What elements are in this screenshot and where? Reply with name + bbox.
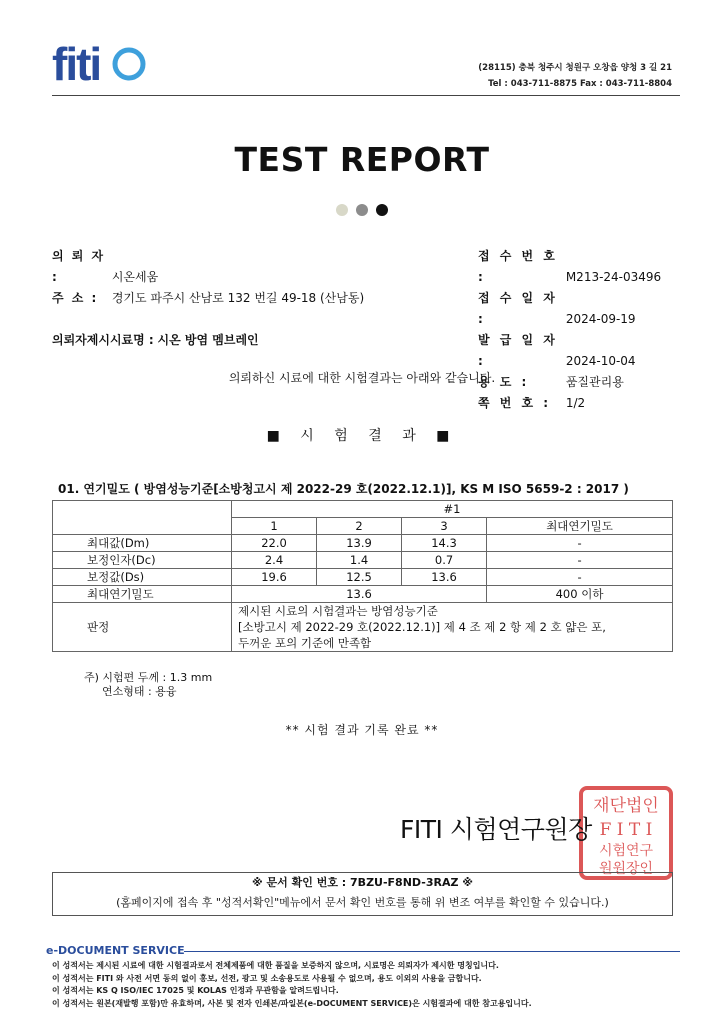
dot-mid xyxy=(356,204,368,216)
table-row xyxy=(53,603,673,652)
report-title: TEST REPORT xyxy=(234,140,490,179)
results-table xyxy=(52,500,673,652)
row-label: 보정인자(Dc) xyxy=(53,552,232,569)
col-header: 2 xyxy=(317,518,402,535)
contact-text: Tel : 043-711-8875 Fax : 043-711-8804 xyxy=(488,79,672,89)
row-label: 최대값(Dm) xyxy=(53,535,232,552)
sample-info xyxy=(52,330,259,351)
disclaimers xyxy=(52,960,532,1010)
judgement-text: 제시된 시료의 시험결과는 방염성능기준 [소방고시 제 2022-29 호(2022.12.1)] 제 4 조 제 2 항 제 2 호 얇은 포, 두꺼운 포의 기준에 만족함 xyxy=(232,603,673,652)
client-name-label: 의 뢰 자 : xyxy=(52,249,106,284)
col-header: 최대연기밀도 xyxy=(487,518,673,535)
title-dots xyxy=(336,204,388,216)
criterion-value: 400 이하 xyxy=(487,586,673,603)
svg-text:원원장인: 원원장인 xyxy=(598,861,654,877)
svg-text:재단법인: 재단법인 xyxy=(593,796,659,816)
issue-date-label: 발 급 일 자 : xyxy=(478,333,558,368)
row-label: 보정값(Ds) xyxy=(53,569,232,586)
sample-id-header: #1 xyxy=(232,501,673,518)
page-number: 1/2 xyxy=(565,396,586,410)
table-cell: - xyxy=(487,569,673,586)
judgement-label: 판정 xyxy=(53,603,232,652)
table-cell: - xyxy=(487,552,673,569)
receipt-date-label: 접 수 일 자 : xyxy=(478,291,558,326)
intro-text: 의뢰하신 시료에 대한 시험결과는 아래와 같습니다. xyxy=(228,371,496,385)
sample-name: 시온 방염 멤브레인 xyxy=(157,333,259,347)
table-cell: 1.4 xyxy=(317,552,402,569)
section-title: ■ 시 험 결 과 ■ xyxy=(266,428,458,444)
verification-instruction: (홈페이지에 접속 후 "성적서확인"메뉴에서 문서 확인 번호를 통해 위 변조 여부를 확인할 수 있습니다.) xyxy=(116,896,609,909)
header-divider xyxy=(52,95,680,96)
table-row xyxy=(53,501,673,518)
disclaimer-line: 이 성적서는 원본(재발행 포함)만 유효하며, 사본 및 전자 인쇄본/파일본(e-DOCUMENT SERVICE)은 시험결과에 대한 참고용입니다. xyxy=(52,998,532,1008)
page-label: 쪽 번 호 : xyxy=(478,396,552,410)
receipt-no-label: 접 수 번 호 : xyxy=(478,249,558,284)
receipt-no: M213-24-03496 xyxy=(565,270,662,284)
table-cell: 13.9 xyxy=(317,535,402,552)
purpose-label: 용 도 : xyxy=(478,375,530,389)
client-name: 시온세움 xyxy=(111,270,159,284)
col-header: 1 xyxy=(232,518,317,535)
test-heading: 01. 연기밀도 ( 방염성능기준[소방청고시 제 2022-29 호(2022.12.1)], KS M ISO 5659-2 : 2017 ) xyxy=(58,482,629,496)
receipt-date: 2024-09-19 xyxy=(565,312,636,326)
table-cell: 2.4 xyxy=(232,552,317,569)
table-row xyxy=(53,552,673,569)
disclaimer-line: 이 성적서는 FITI 와 사전 서면 동의 없이 홍보, 선전, 광고 및 소송용도로 사용될 수 없으며, 용도 이외의 사용을 금합니다. xyxy=(52,973,482,983)
fiti-logo xyxy=(52,40,167,88)
purpose: 품질관리용 xyxy=(565,375,624,389)
table-row xyxy=(53,586,673,603)
sample-label: 의뢰자제시시료명 : xyxy=(52,333,154,347)
svg-text:F I T I: F I T I xyxy=(599,820,653,840)
table-cell: - xyxy=(487,535,673,552)
max-density-value: 13.6 xyxy=(232,586,487,603)
end-mark: ** 시험 결과 기록 완료 ** xyxy=(285,723,439,737)
table-row xyxy=(53,535,673,552)
col-header: 3 xyxy=(402,518,487,535)
footer-divider xyxy=(184,951,680,952)
table-cell: 0.7 xyxy=(402,552,487,569)
client-info xyxy=(52,246,364,309)
institute-signature: FITI 시험연구원장 xyxy=(400,815,592,844)
client-address-label: 주 소 : xyxy=(52,291,99,305)
svg-text:시험연구: 시험연구 xyxy=(598,843,654,859)
address-text: (28115) 충북 청주시 청원구 오창읍 양청 3 길 21 xyxy=(478,63,672,73)
table-cell: 22.0 xyxy=(232,535,317,552)
client-address: 경기도 파주시 산남로 132 번길 49-18 (산남동) xyxy=(111,291,365,305)
header-address-block xyxy=(478,60,672,92)
institute-seal xyxy=(578,785,674,881)
report-info xyxy=(478,246,661,414)
test-notes xyxy=(84,671,212,699)
verification-code: ※ 문서 확인 번호 : 7BZU-F8ND-3RAZ ※ xyxy=(252,876,473,889)
issue-date: 2024-10-04 xyxy=(565,354,636,368)
table-cell: 13.6 xyxy=(402,569,487,586)
table-cell: 14.3 xyxy=(402,535,487,552)
e-document-service-title: e-DOCUMENT SERVICE xyxy=(46,944,185,957)
disclaimer-line: 이 성적서는 KS Q ISO/IEC 17025 및 KOLAS 인정과 무관함을 알려드립니다. xyxy=(52,986,339,995)
thickness-note: 주) 시험편 두께 : 1.3 mm xyxy=(84,671,213,684)
dot-dark xyxy=(376,204,388,216)
table-cell: 19.6 xyxy=(232,569,317,586)
dot-light xyxy=(336,204,348,216)
table-row xyxy=(53,569,673,586)
burning-note: 연소형태 : 용융 xyxy=(102,685,177,698)
disclaimer-line: 이 성적서는 제시된 시료에 대한 시험결과로서 전체제품에 대한 품질을 보증하지 않으며, 시료명은 의뢰자가 제시한 명칭입니다. xyxy=(52,961,499,970)
table-cell: 12.5 xyxy=(317,569,402,586)
row-label: 최대연기밀도 xyxy=(53,586,232,603)
verification-box xyxy=(52,872,673,916)
svg-text:fiti: fiti xyxy=(52,40,101,88)
